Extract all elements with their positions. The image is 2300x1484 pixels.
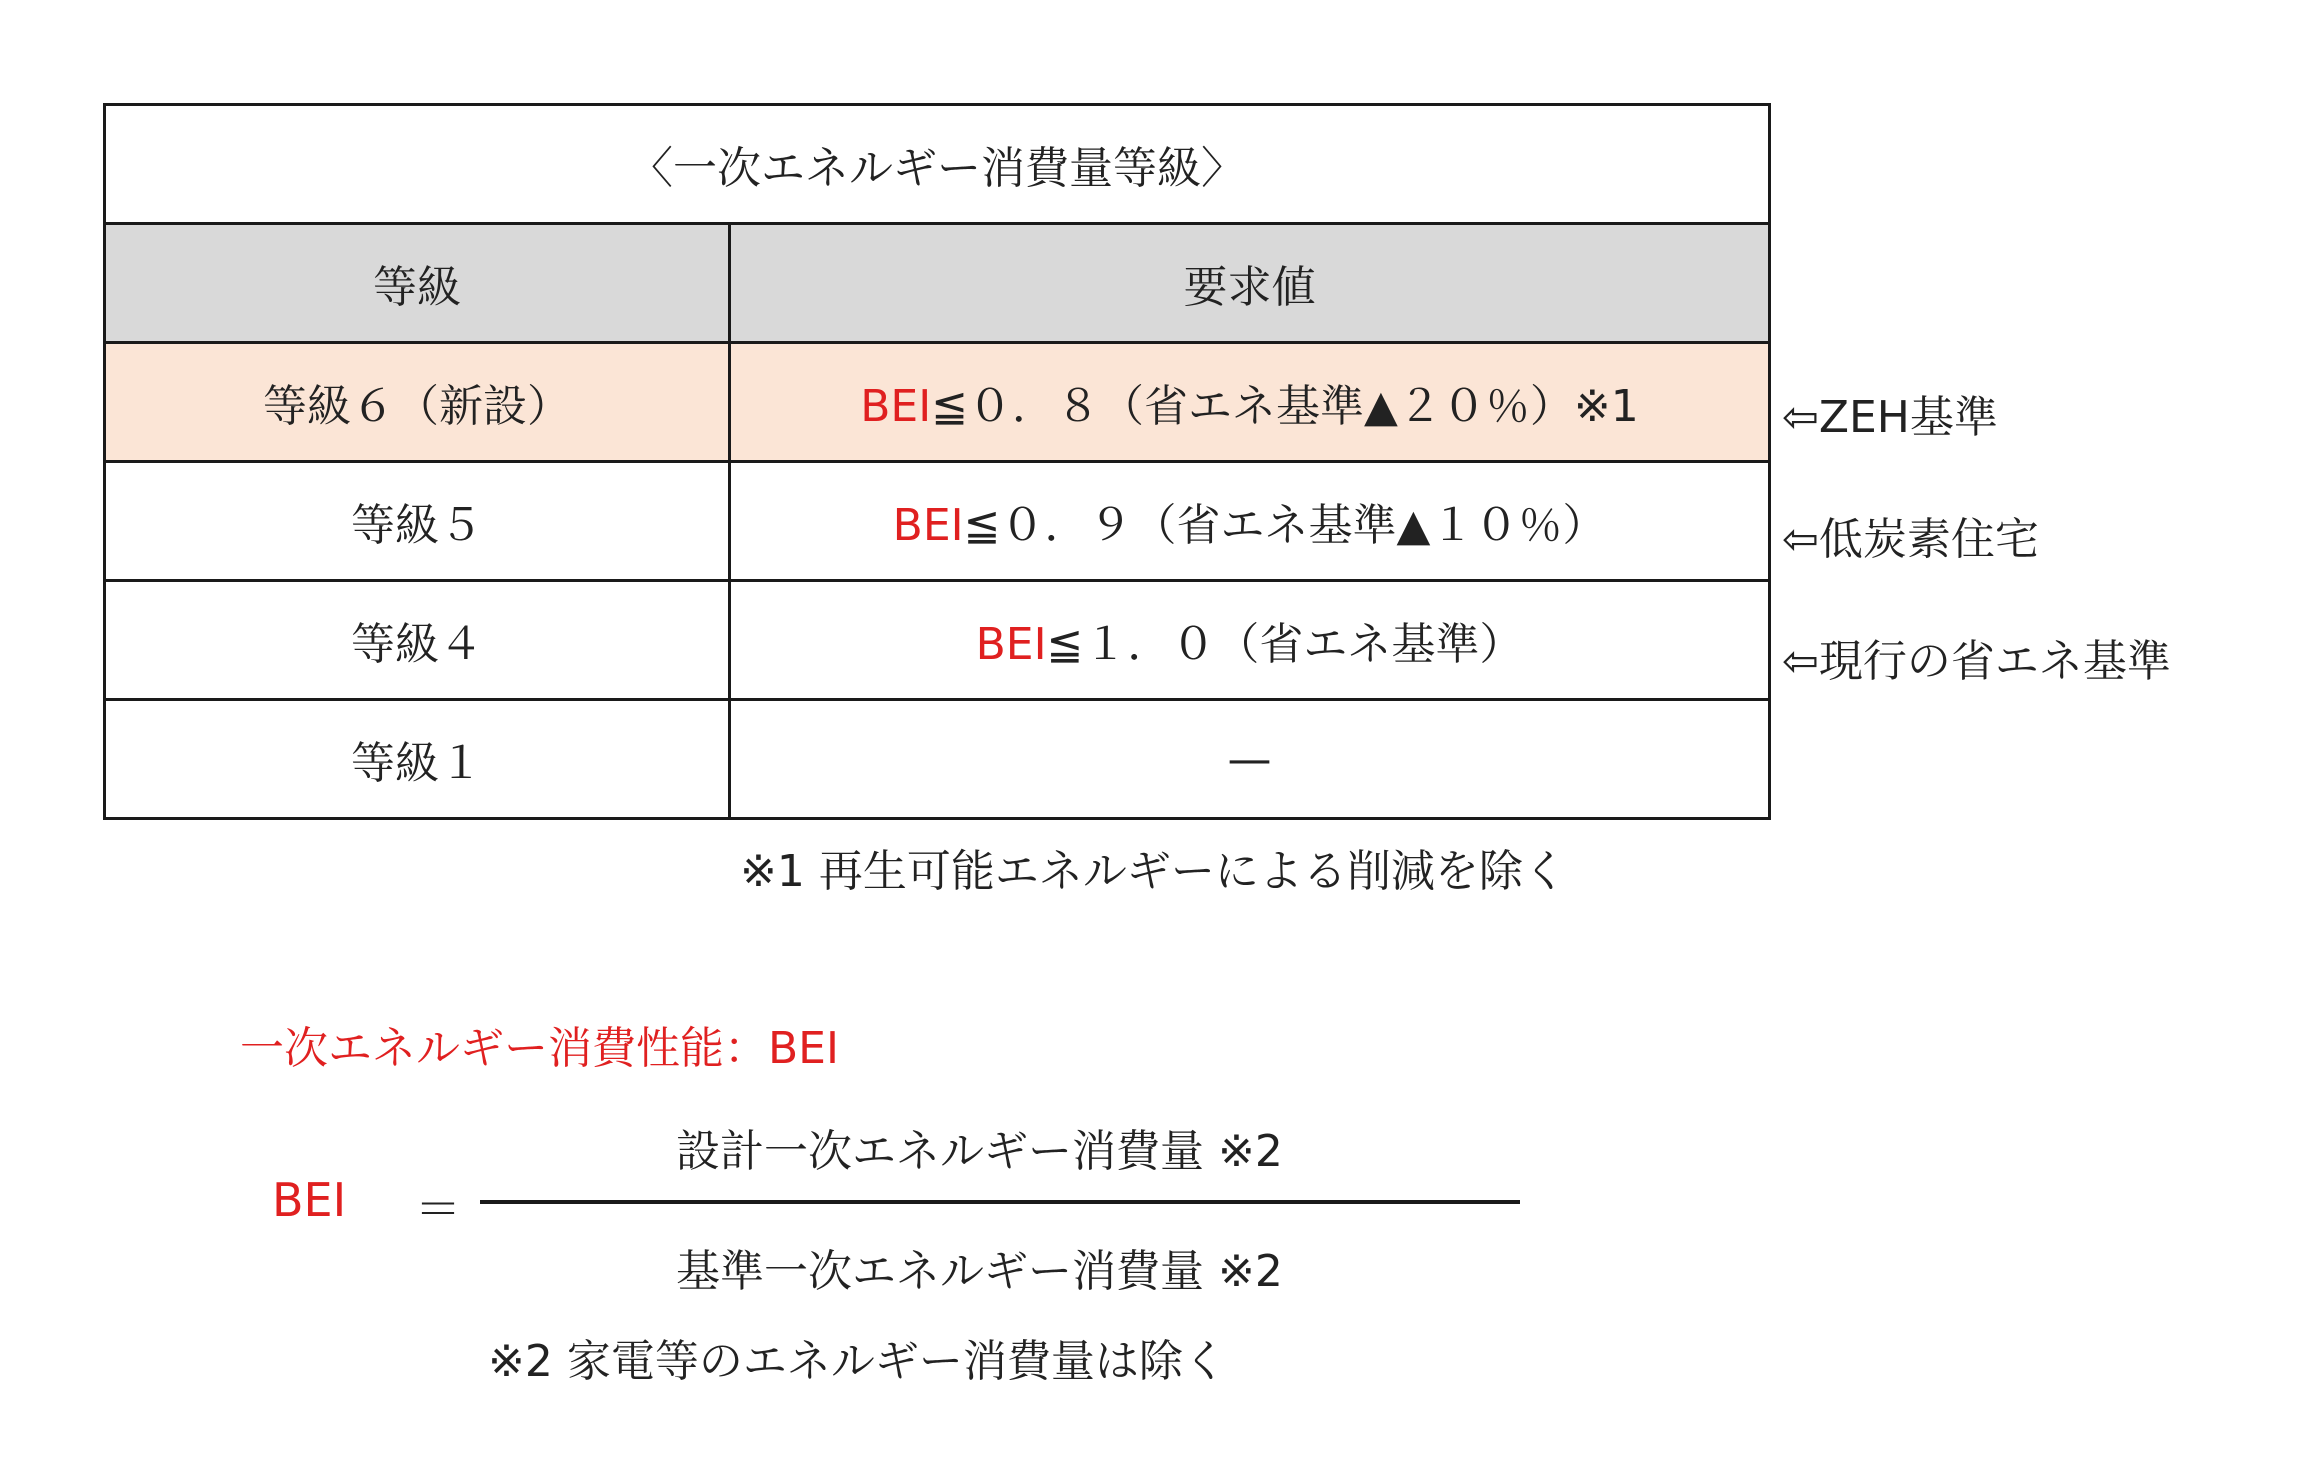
bei-prefix: BEI <box>892 500 964 551</box>
table-title: 〈一次エネルギー消費量等級〉 <box>105 105 1770 224</box>
table-row <box>105 700 1770 819</box>
formula-bei-label: BEI <box>272 1173 347 1227</box>
side-note-current-standard: ⇦現行の省エネ基準 <box>1782 636 2171 687</box>
grade-cell: 等級１ <box>105 700 730 819</box>
requirement-cell <box>730 462 1770 581</box>
table-title-row <box>105 105 1770 224</box>
bei-prefix: BEI <box>860 381 932 432</box>
formula-equals-sign: ＝ <box>415 1182 461 1236</box>
table-row <box>105 343 1770 462</box>
header-requirement: 要求値 <box>730 224 1770 343</box>
side-note-zeh: ⇦ZEH基準 <box>1782 392 1998 443</box>
footnote-1: ※1 再生可能エネルギーによる削減を除く <box>740 846 1567 897</box>
side-note-low-carbon: ⇦低炭素住宅 <box>1782 514 2039 565</box>
table-row <box>105 581 1770 700</box>
energy-grade-table <box>103 103 1771 820</box>
requirement-cell <box>730 700 1770 819</box>
requirement-cell <box>730 581 1770 700</box>
grade-cell: 等級４ <box>105 581 730 700</box>
requirement-text: ≦１．０（省エネ基準） <box>1046 619 1524 670</box>
formula-denominator: 基準一次エネルギー消費量 ※2 <box>676 1246 1283 1297</box>
table-row <box>105 462 1770 581</box>
bei-prefix: BEI <box>975 619 1047 670</box>
header-grade: 等級 <box>105 224 730 343</box>
formula-numerator: 設計一次エネルギー消費量 ※2 <box>676 1126 1283 1177</box>
bei-heading: 一次エネルギー消費性能：BEI <box>240 1023 839 1074</box>
grade-cell: 等級６（新設） <box>105 343 730 462</box>
fraction-line <box>480 1200 1520 1204</box>
requirement-text: ≦０．８（省エネ基準▲２０％）※1 <box>931 381 1639 432</box>
footnote-2: ※2 家電等のエネルギー消費量は除く <box>488 1336 1227 1387</box>
requirement-text: ≦０．９（省エネ基準▲１０％） <box>963 500 1607 551</box>
requirement-text: — <box>1227 733 1272 785</box>
table-header-row <box>105 224 1770 343</box>
requirement-cell <box>730 343 1770 462</box>
grade-cell: 等級５ <box>105 462 730 581</box>
